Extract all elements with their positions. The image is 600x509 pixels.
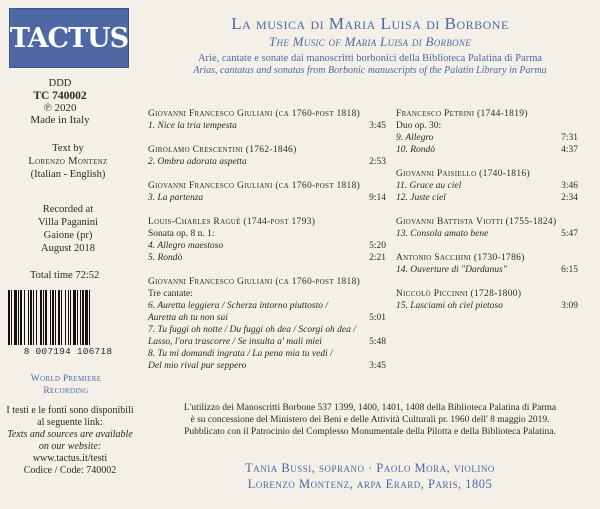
track-title: 15. Lasciami oh ciel pietoso [396,301,503,311]
sidebar [0,0,138,509]
track-row [396,300,578,312]
notice-line: è su concessione del Ministero dei Beni e delle Attività Culturali pr. 1960 dell' 8 maggio 2019. [190,415,550,425]
sources-code: Codice / Code: 740002 [23,465,117,476]
barcode [8,290,128,365]
track-row [148,240,386,252]
track-title: 10. Rondò [396,145,436,155]
text-credit-line: Text by [52,143,84,154]
sources-info [5,405,135,477]
track-duration: 2:34 [561,193,578,203]
track-row [396,144,578,156]
text-credit [18,142,118,181]
recorded-place: Villa Paganini [38,217,98,228]
subtitle-italian: Arie, cantate e sonate dai manoscritti borbonici della Biblioteca Palatina di Parma [197,53,543,64]
tactus-logo [9,8,129,68]
composer-name: Giovanni Battista Viotti (1755-1824) [396,217,557,227]
notice-line: L'utilizzo dei Manoscritti Borbone 537 1399, 1400, 1401, 1408 della Biblioteca Palatina di Parma [183,403,557,413]
world-premiere-label [10,373,122,397]
track-title: 8. Tu mi domandi ingrata / La pena mia tu vedi / [148,349,333,359]
performers [150,460,590,492]
composer-name: Niccolò Piccinni (1728-1800) [396,289,522,299]
premiere-line1: World Premiere [30,374,102,384]
text-credit-lang: (Italian - English) [30,169,106,180]
sources-en: Texts and sources are available on our website: [7,429,133,452]
format-label: DDD [48,78,72,89]
composer-block [148,144,386,168]
track-title: 12. Juste ciel [396,193,446,203]
track-title: 3. La partenza [148,193,204,203]
track-title: 5. Rondò [148,253,183,263]
composer-block [148,276,386,372]
copyright-year: ℗ 2020 [43,102,77,114]
track-row [148,348,386,372]
recorded-town: Gaione (pr) [43,230,93,241]
track-row [148,300,386,324]
premiere-line2: Recording [43,386,89,396]
composer-block [148,108,386,132]
composer-name: Giovanni Francesco Giuliani (ca 1760-post 1818) [148,181,361,191]
tracklist-right [396,108,578,324]
subtitle-english: Arias, cantatas and sonatas from Borbonic manuscripts of the Palatin Library in Parma [193,65,547,76]
composer-name: Giovanni Paisiello (1740-1816) [396,169,530,179]
track-row [148,252,386,264]
composer-name: Francesco Petrini (1744-1819) [396,109,528,119]
track-title: 6. Auretta leggiera / Scherza intorno piuttosto / [148,301,328,311]
work-note: Sonata op. 8 n. 1: [148,229,215,239]
total-time: Total time 72:52 [30,270,100,281]
album-header [150,14,590,77]
work-note: Tre cantate: [148,289,193,299]
track-duration: 4:37 [561,145,578,155]
title-italian: La musica di Maria Luisa di Borbone [231,14,509,33]
recorded-date: August 2018 [41,243,95,254]
composer-name: Giovanni Francesco Giuliani (ca 1760-post 1818) [148,277,361,287]
track-title-cont: Del mio rival pur seppero [148,361,247,371]
track-duration: 5:20 [369,241,386,251]
track-title-cont: Auretta ah tu non sai [148,313,228,323]
title-english: The Music of Maria Luisa di Borbone [268,34,472,49]
composer-name: Girolamo Crescentini (1762-1846) [148,145,297,155]
track-duration: 3:46 [561,181,578,191]
performers-line1: Tania Bussi, soprano · Paolo Mora, violino [245,461,495,475]
track-row [148,192,386,204]
track-title: 1. Nice la tria tempesta [148,121,237,131]
composer-block [396,288,578,312]
track-duration: 9:14 [369,193,386,203]
composer-block [396,108,578,156]
track-title: 13. Consola amato bene [396,229,489,239]
manuscript-notice [150,402,590,438]
track-duration: 3:45 [369,361,386,371]
track-duration: 7:31 [561,133,578,143]
composer-block [396,252,578,276]
barcode-number: 8 007194 106718 [23,346,113,357]
track-duration: 5:01 [369,313,386,323]
made-in: Made in Italy [30,114,90,126]
track-duration: 5:47 [561,229,578,239]
composer-block [148,216,386,264]
barcode-bars [8,290,128,345]
track-row [396,192,578,204]
notice-line: Pubblicato con il Patrocinio del Complesso Monumentale della Pilotta e della Biblioteca Palatina. [184,427,556,437]
track-title: 2. Ombra adorata aspetta [148,157,247,167]
track-duration: 6:15 [561,265,578,275]
composer-block [148,180,386,204]
track-title: 7. Tu fuggi oh notte / Du fuggi oh dea / Scorgi oh dea / [148,325,356,335]
logo-text: TACTUS [9,22,129,54]
composer-name: Antonio Sacchini (1730-1786) [396,253,525,263]
track-duration: 5:48 [369,337,386,347]
track-title: 9. Allegro [396,133,434,143]
track-duration: 2:53 [369,157,386,167]
track-title-cont: Lasso, l'ora trascorre / Se insulta a' mali miei [148,337,322,347]
catalog-number: TC 740002 [33,90,87,102]
sources-url[interactable]: www.tactus.it/testi [32,453,108,464]
track-row [396,132,578,144]
barcode-bar [90,290,92,345]
recorded-line: Recorded at [42,204,94,215]
sources-it: I testi e le fonti sono disponibili al seguente link: [6,405,134,428]
track-row [148,324,386,348]
track-row [396,264,578,276]
track-row [148,120,386,132]
work-note: Duo op. 30: [396,121,442,131]
tracklist-left [148,108,386,384]
track-row [396,228,578,240]
composer-block [396,216,578,240]
composer-name: Louis-Charles Ragué (1744-post 1793) [148,217,316,227]
recording-info [18,203,118,255]
track-duration: 3:09 [561,301,578,311]
track-duration: 2:21 [369,253,386,263]
track-title: 4. Allegro maestoso [148,241,224,251]
track-title: 11. Grace au ciel [396,181,462,191]
composer-block [396,168,578,204]
track-row [148,156,386,168]
text-credit-author: Lorenzo Montenz [28,156,108,167]
performers-line2: Lorenzo Montenz, arpa Erard, Paris, 1805 [247,477,493,491]
composer-name: Giovanni Francesco Giuliani (ca 1760-post 1818) [148,109,361,119]
release-info [30,78,90,126]
track-row [396,180,578,192]
track-duration: 3:45 [369,121,386,131]
track-title: 14. Ouverture di "Dardanus" [396,265,507,275]
